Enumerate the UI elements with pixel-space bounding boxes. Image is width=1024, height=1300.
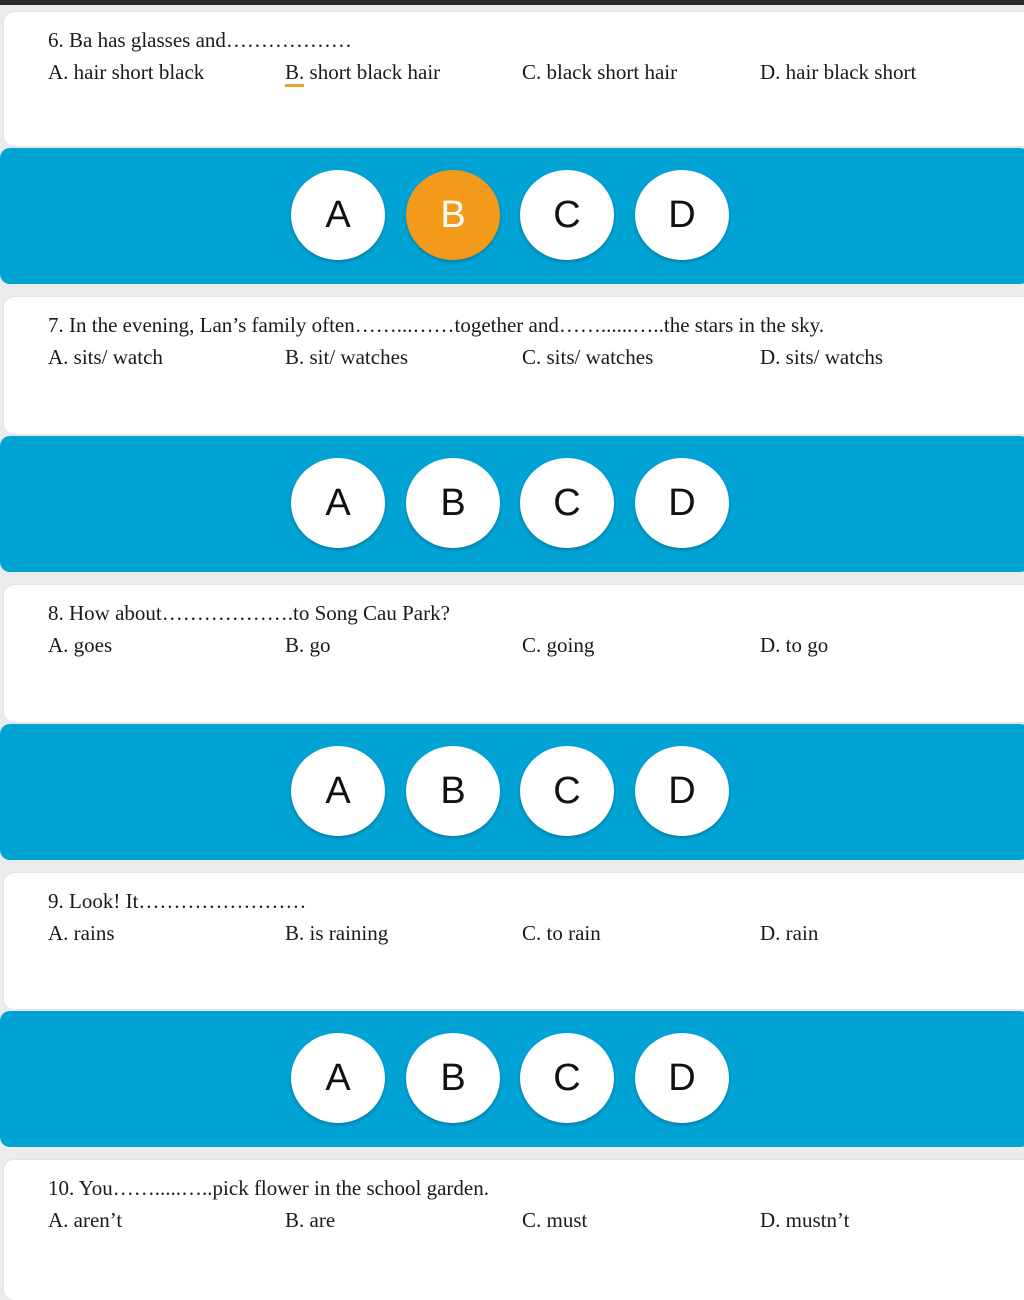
- option-a: A. sits/ watch: [48, 345, 163, 369]
- option-d: D. sits/ watchs: [760, 345, 884, 369]
- answer-bar-8: [0, 724, 1024, 860]
- answer-c-button[interactable]: C: [520, 170, 614, 260]
- option-c: C. going: [522, 633, 595, 657]
- answer-bar-7: [0, 436, 1024, 572]
- answer-b-button[interactable]: B: [406, 458, 500, 548]
- option-d: D. hair black short: [760, 60, 917, 84]
- option-b-text: short black hair: [304, 60, 441, 84]
- answer-d-button[interactable]: D: [635, 746, 729, 836]
- option-b: [285, 60, 440, 85]
- answer-bar-9: [0, 1011, 1024, 1147]
- option-b: B. is raining: [285, 921, 389, 945]
- option-b: B. sit/ watches: [285, 345, 409, 369]
- answer-a-button[interactable]: A: [291, 170, 385, 260]
- option-b: B. are: [285, 1208, 336, 1232]
- answer-a-button[interactable]: A: [291, 746, 385, 836]
- question-card-9: [4, 873, 1024, 1009]
- answer-d-button[interactable]: D: [635, 170, 729, 260]
- option-b: B. go: [285, 633, 331, 657]
- answer-b-button[interactable]: B: [406, 1033, 500, 1123]
- answer-c-button[interactable]: C: [520, 458, 614, 548]
- question-text: 9. Look! It……………………: [48, 889, 307, 913]
- option-a: A. goes: [48, 633, 113, 657]
- option-a: A. aren’t: [48, 1208, 123, 1232]
- answer-bar-6: [0, 148, 1024, 284]
- answer-c-button[interactable]: C: [520, 746, 614, 836]
- question-text: 7. In the evening, Lan’s family often……...……together and……......…..the stars in the sky.: [48, 313, 825, 337]
- question-text: 6. Ba has glasses and………………: [48, 28, 352, 52]
- top-edge: [0, 0, 1024, 5]
- option-a: A. hair short black: [48, 60, 205, 84]
- question-card-6: [4, 12, 1024, 146]
- option-c: C. must: [522, 1208, 588, 1232]
- answer-a-button[interactable]: A: [291, 458, 385, 548]
- answer-d-button[interactable]: D: [635, 458, 729, 548]
- option-b-letter: B.: [285, 60, 304, 87]
- answer-d-button[interactable]: D: [635, 1033, 729, 1123]
- answer-c-button[interactable]: C: [520, 1033, 614, 1123]
- answer-a-button[interactable]: A: [291, 1033, 385, 1123]
- option-c: C. black short hair: [522, 60, 678, 84]
- answer-b-button[interactable]: B: [406, 746, 500, 836]
- question-card-10: [4, 1160, 1024, 1300]
- question-card-7: [4, 297, 1024, 434]
- question-card-8: [4, 585, 1024, 722]
- option-c: C. sits/ watches: [522, 345, 654, 369]
- option-d: D. mustn’t: [760, 1208, 850, 1232]
- option-a: A. rains: [48, 921, 115, 945]
- option-c: C. to rain: [522, 921, 601, 945]
- question-text: 10. You…….....…..pick flower in the school garden.: [48, 1176, 489, 1200]
- option-d: D. to go: [760, 633, 829, 657]
- option-d: D. rain: [760, 921, 819, 945]
- question-text: 8. How about……………….to Song Cau Park?: [48, 601, 450, 625]
- answer-b-button[interactable]: B: [406, 170, 500, 260]
